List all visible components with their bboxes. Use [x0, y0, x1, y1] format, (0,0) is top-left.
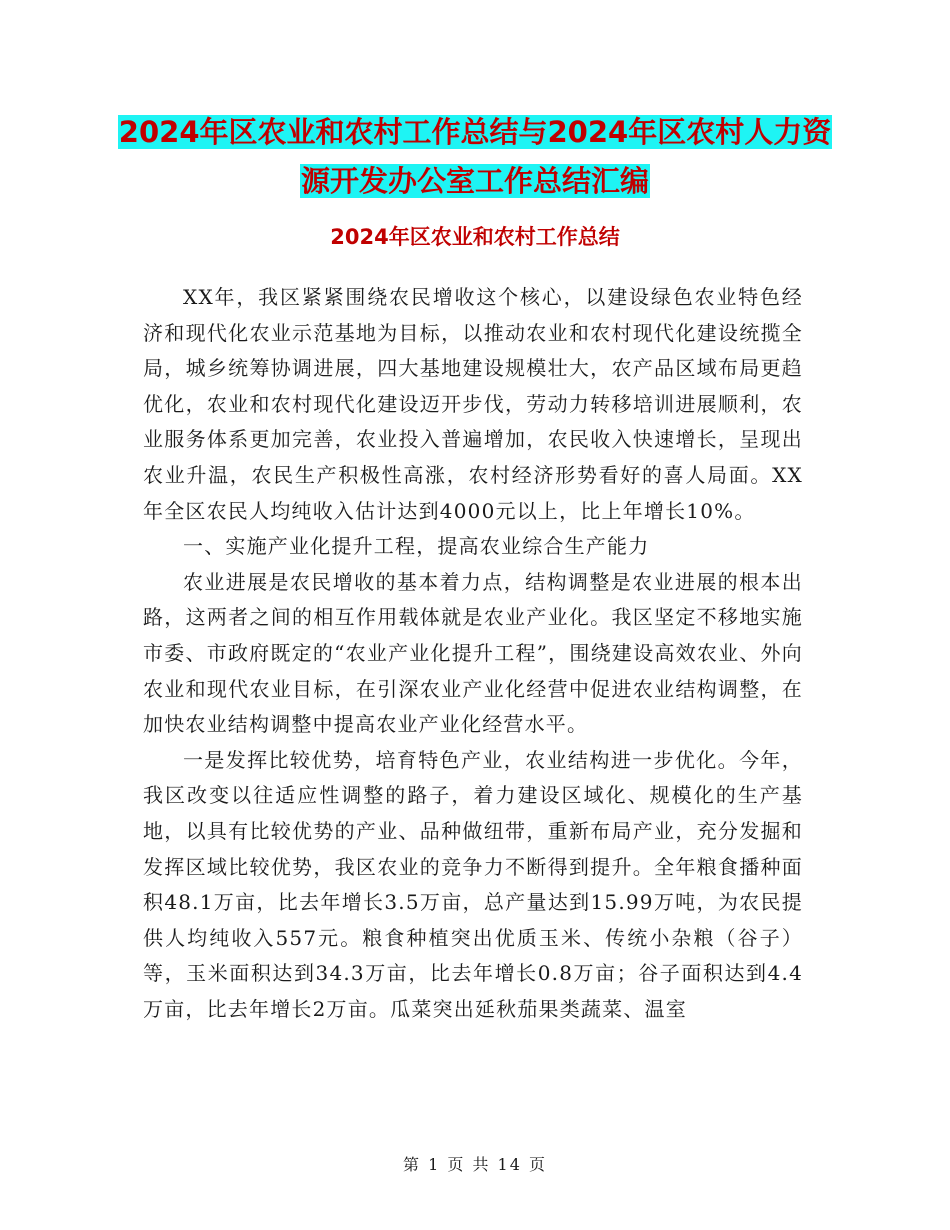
section-title: 2024年区农业和农村工作总结 — [330, 225, 620, 249]
title-line-2: 源开发办公室工作总结汇编 — [300, 164, 649, 198]
paragraph-2: 农业进展是农民增收的基本着力点，结构调整是农业进展的根本出路，这两者之间的相互作用载体就是农业产业化。我区坚定不移地实施市委、市政府既定的“农业产业化提升工程”，围绕建设高效农业、外向农业和现代农业目标，在引深农业产业化经营中促进农业结构调整，在加快农业结构调整中提高农业产业化经营水平。 — [143, 569, 803, 737]
title-line-1: 2024年区农业和农村工作总结与2024年区农村人力资 — [118, 115, 832, 149]
page-footer: 第 1 页 共 14 页 — [403, 1155, 547, 1174]
document-title — [0, 108, 950, 206]
paragraph-3: 一是发挥比较优势，培育特色产业，农业结构进一步优化。今年，我区改变以往适应性调整的路子，着力建设区域化、规模化的生产基地，以具有比较优势的产业、品种做纽带，重新布局产业，充分发掘和发挥区域比较优势，我区农业的竞争力不断得到提升。全年粮食播种面积48.1万亩，比去年增长3.5万亩，总产量达到15.99万吨，为农民提供人均纯收入557元。粮食种植突出优质玉米、传统小杂粮（谷子）等，玉米面积达到34.3万亩，比去年增长0.8万亩；谷子面积达到4.4万亩，比去年增长2万亩。瓜菜突出延秋茄果类蔬菜、温室 — [143, 747, 803, 1021]
paragraph-intro: XX年，我区紧紧围绕农民增收这个核心，以建设绿色农业特色经济和现代化农业示范基地为目标，以推动农业和农村现代化建设统揽全局，城乡统筹协调进展，四大基地建设规模壮大，农产品区域布局更趋优化，农业和农村现代化建设迈开步伐，劳动力转移培训进展顺利，农业服务体系更加完善，农业投入普遍增加，农民收入快速增长，呈现出农业升温，农民生产积极性高涨，农村经济形势看好的喜人局面。XX年全区农民人均纯收入估计达到4000元以上，比上年增长10%。 — [143, 285, 803, 523]
body-text — [143, 280, 803, 1027]
paragraph-heading-1: 一、实施产业化提升工程，提高农业综合生产能力 — [183, 534, 650, 559]
